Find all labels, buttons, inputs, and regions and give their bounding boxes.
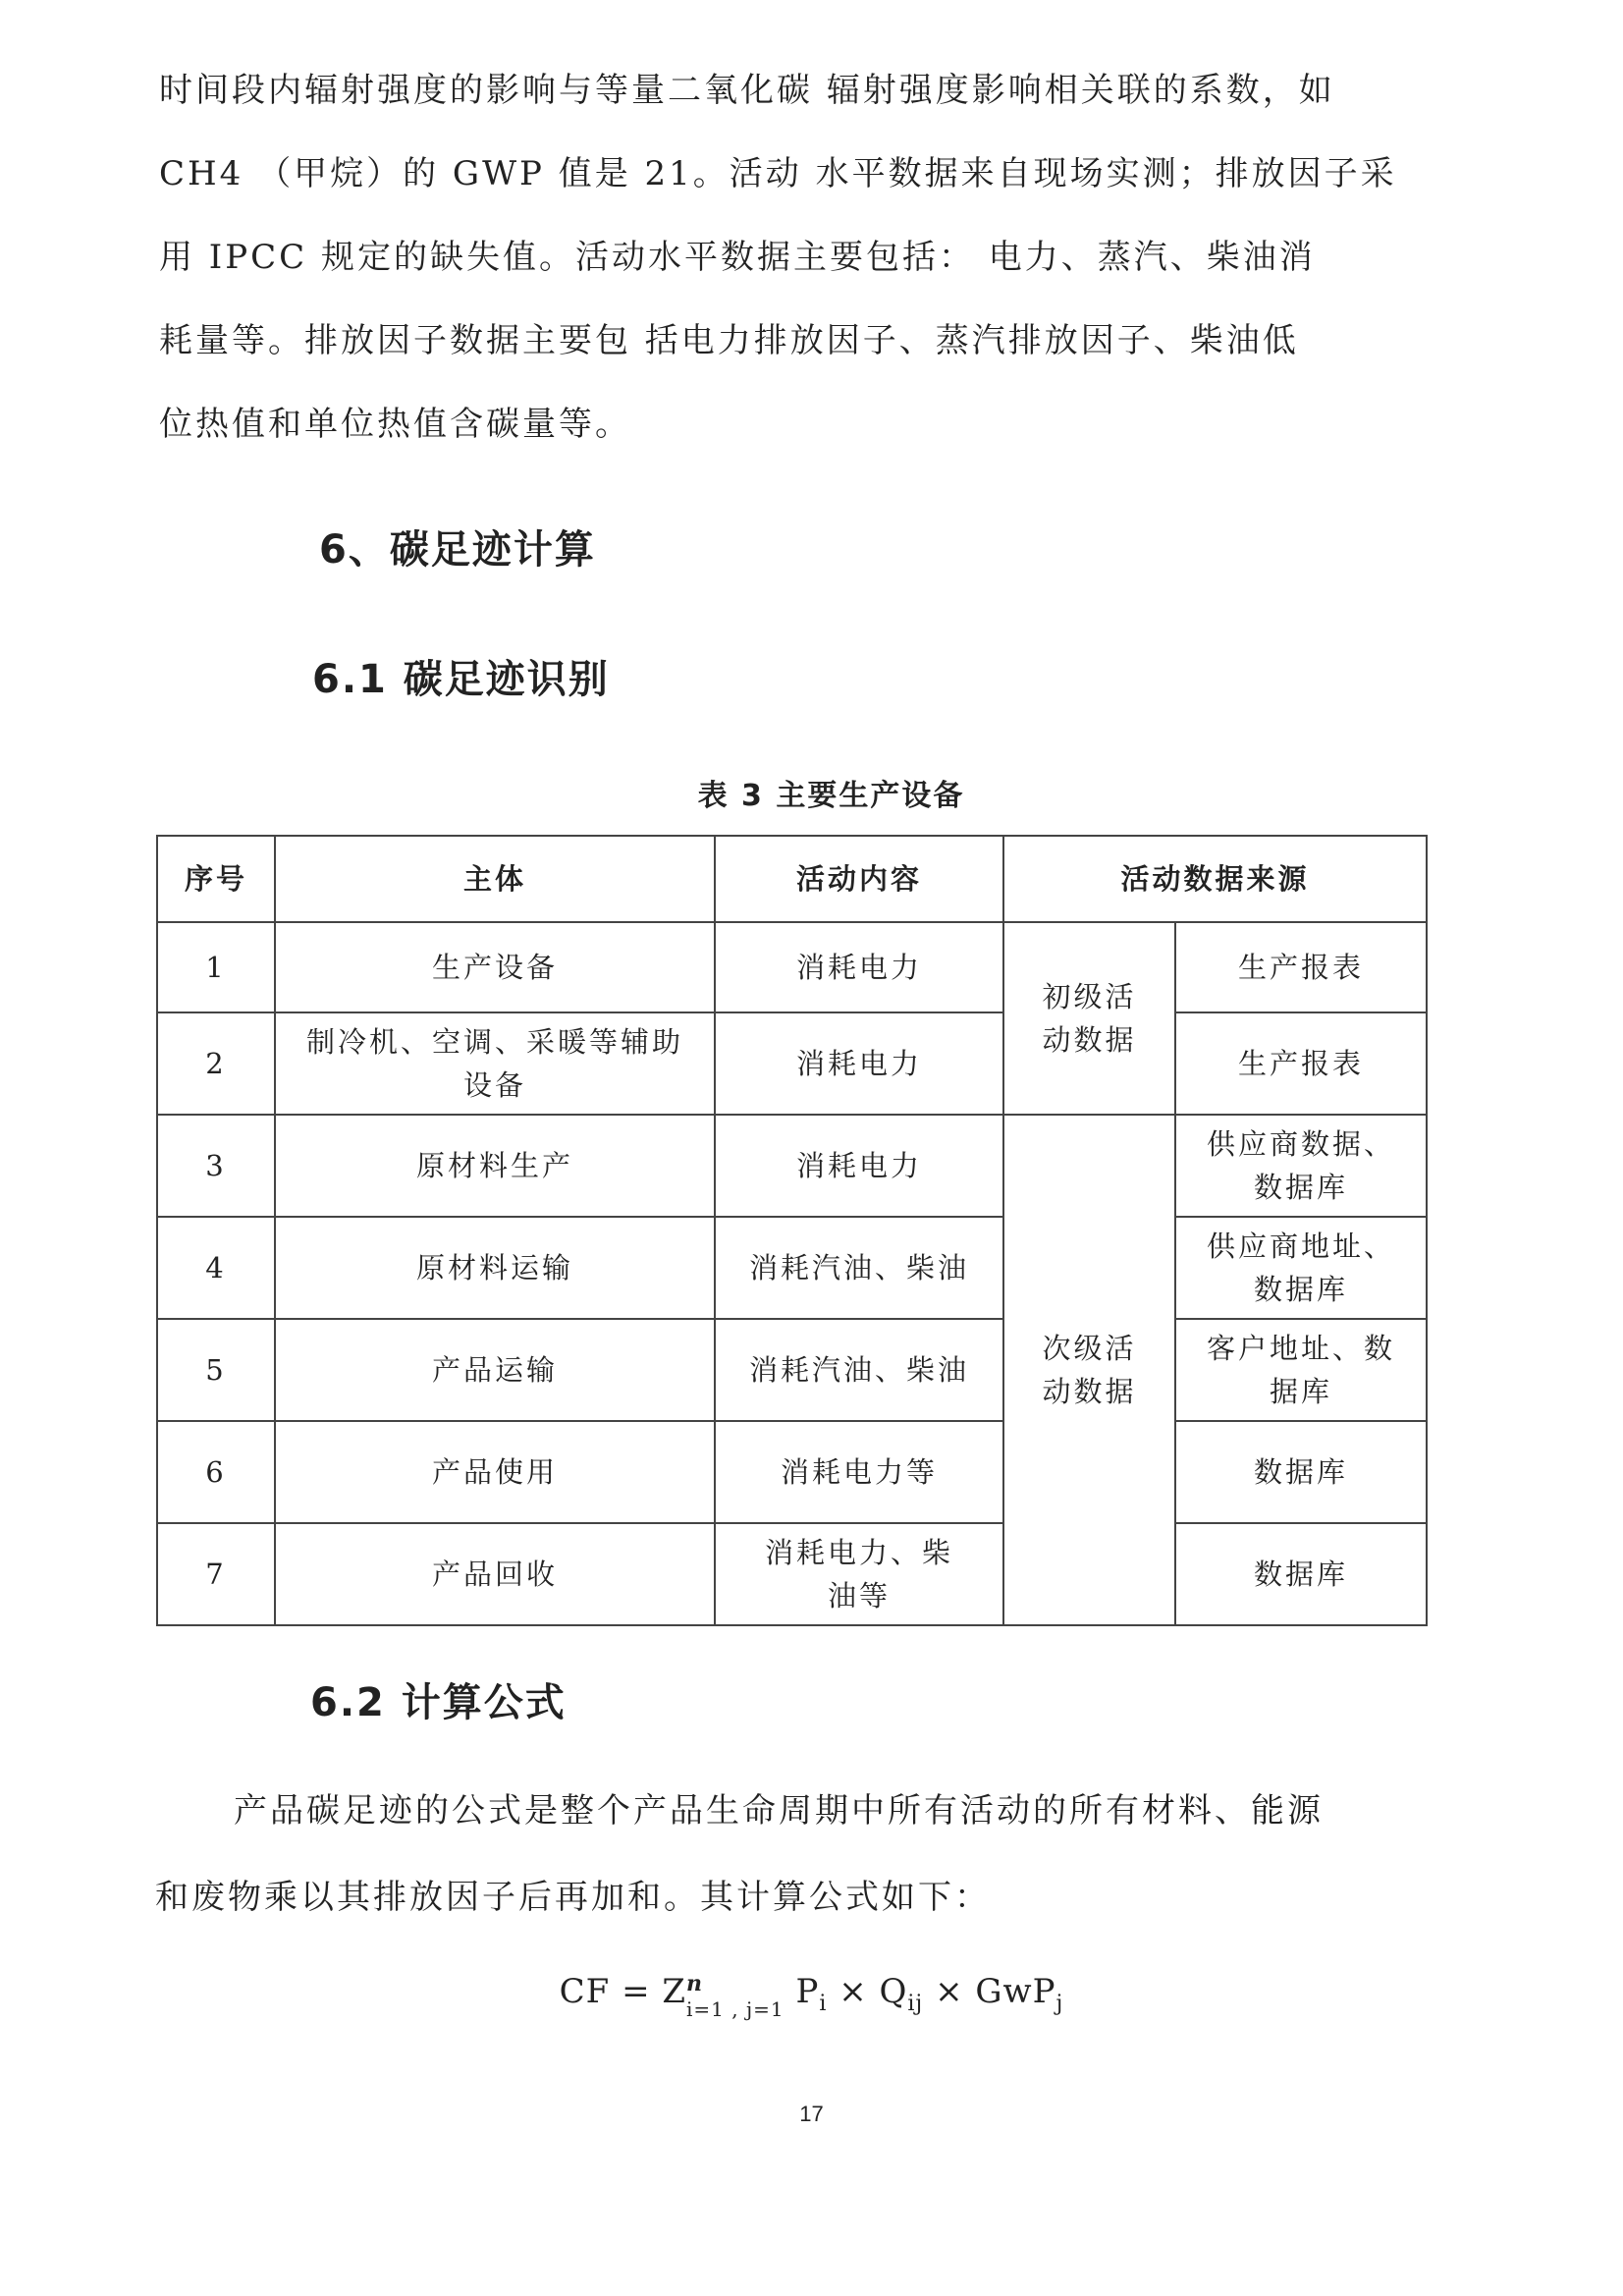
cell-no: 5: [157, 1319, 275, 1421]
subsection-heading-formula: 6.2 计算公式: [310, 1680, 567, 1725]
table-row: [157, 1319, 1427, 1421]
cell-subject: 产品回收: [275, 1523, 715, 1625]
header-source: 活动数据来源: [1003, 836, 1427, 922]
cell-source: 数据库: [1175, 1523, 1427, 1625]
table-row: [157, 922, 1427, 1012]
formula-times: ×: [839, 1972, 868, 2011]
formula-term1-sub: i: [819, 1991, 828, 2016]
cell-activity: 消耗电力等: [715, 1421, 1003, 1523]
cell-activity: 消耗电力: [715, 1115, 1003, 1217]
cell-no: 7: [157, 1523, 275, 1625]
table-caption: 表 3 主要生产设备: [697, 779, 965, 813]
cell-no: 6: [157, 1421, 275, 1523]
cell-source: 生产报表: [1175, 1012, 1427, 1115]
equipment-table: [156, 835, 1428, 1626]
cell-activity: 消耗电力、柴油等: [715, 1523, 1003, 1625]
intro-line: CH4 （甲烷）的 GWP 值是 21。活动 水平数据来自现场实测；排放因子采: [159, 154, 1397, 193]
formula-sub: i=1 , j=1: [686, 1997, 784, 2021]
cell-primary-data: 初级活动数据: [1003, 922, 1175, 1115]
table-row: [157, 1115, 1427, 1217]
intro-line: 时间段内辐射强度的影响与等量二氧化碳 辐射强度影响相关联的系数，如: [159, 71, 1335, 110]
carbon-footprint-formula: [0, 1969, 1623, 2020]
cell-source: 供应商数据、数据库: [1175, 1115, 1427, 1217]
table-row: [157, 1012, 1427, 1115]
cell-no: 1: [157, 922, 275, 1012]
cell-subject: 原材料运输: [275, 1217, 715, 1319]
cell-subject: 原材料生产: [275, 1115, 715, 1217]
cell-no: 2: [157, 1012, 275, 1115]
cell-source: 供应商地址、数据库: [1175, 1217, 1427, 1319]
cell-no: 4: [157, 1217, 275, 1319]
formula-description: [155, 1768, 1363, 1941]
page-number: 17: [799, 2102, 824, 2126]
formula-term1: P: [795, 1972, 820, 2011]
subsection-heading-identification: 6.1 碳足迹识别: [312, 657, 610, 702]
intro-line: 用 IPCC 规定的缺失值。活动水平数据主要包括： 电力、蒸汽、柴油消: [159, 238, 1316, 277]
cell-secondary-data: 次级活动数据: [1003, 1115, 1175, 1625]
formula-term2-sub: ij: [907, 1991, 924, 2016]
formula-sup: n: [686, 1971, 703, 1996]
intro-paragraph: [159, 49, 1397, 466]
formula-term2: Q: [879, 1972, 908, 2011]
table-row: [157, 1421, 1427, 1523]
formula-sum-limits: [686, 1969, 784, 2020]
cell-subject: 生产设备: [275, 922, 715, 1012]
cell-source: 生产报表: [1175, 922, 1427, 1012]
cell-subject: 产品运输: [275, 1319, 715, 1421]
intro-line: 位热值和单位热值含碳量等。: [159, 405, 631, 444]
cell-no: 3: [157, 1115, 275, 1217]
cell-activity: 消耗汽油、柴油: [715, 1217, 1003, 1319]
header-activity: 活动内容: [715, 836, 1003, 922]
section-heading: 6、碳足迹计算: [319, 527, 596, 573]
cell-subject: 产品使用: [275, 1421, 715, 1523]
formula-times: ×: [935, 1972, 964, 2011]
formula-term3-sub: j: [1055, 1991, 1064, 2016]
formula-desc-line: 产品碳足迹的公式是整个产品生命周期中所有活动的所有材料、能源: [234, 1791, 1324, 1831]
cell-source: 客户地址、数据库: [1175, 1319, 1427, 1421]
cell-source: 数据库: [1175, 1421, 1427, 1523]
formula-desc-line: 和废物乘以其排放因子后再加和。其计算公式如下：: [155, 1878, 991, 1917]
cell-subject: 制冷机、空调、采暖等辅助设备: [275, 1012, 715, 1115]
cell-activity: 消耗汽油、柴油: [715, 1319, 1003, 1421]
formula-term3: GwP: [975, 1972, 1056, 2011]
cell-activity: 消耗电力: [715, 922, 1003, 1012]
table-row: [157, 1523, 1427, 1625]
header-no: 序号: [157, 836, 275, 922]
header-subject: 主体: [275, 836, 715, 922]
cell-activity: 消耗电力: [715, 1012, 1003, 1115]
formula-lhs: CF = Z: [559, 1972, 686, 2011]
table-row: [157, 1217, 1427, 1319]
intro-line: 耗量等。排放因子数据主要包 括电力排放因子、蒸汽排放因子、柴油低: [159, 321, 1299, 360]
table-header-row: [157, 836, 1427, 922]
